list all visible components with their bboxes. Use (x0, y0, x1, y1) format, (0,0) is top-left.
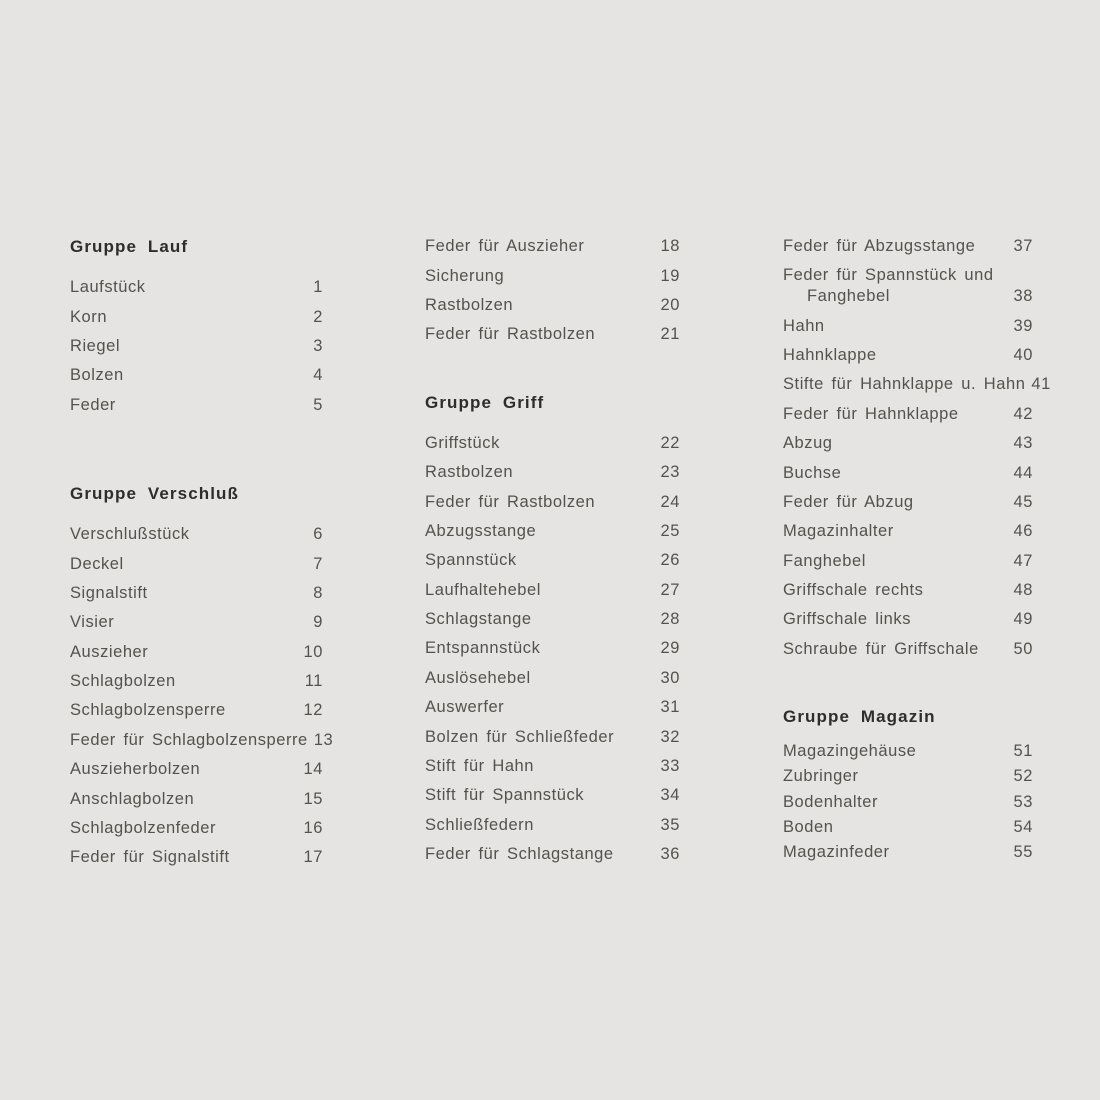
part-number: 25 (660, 521, 680, 540)
part-number: 36 (660, 845, 680, 864)
part-name (783, 265, 994, 307)
part-row (783, 764, 1033, 789)
part-name: Verschlußstück (70, 525, 190, 544)
part-number: 51 (1013, 742, 1033, 761)
part-name: Rastbolzen (425, 295, 514, 314)
part-name: Griffschale rechts (783, 581, 924, 600)
part-row (783, 458, 1033, 487)
part-name: Feder für Schlagstange (425, 845, 614, 864)
part-number: 30 (660, 668, 680, 687)
group-section (425, 232, 680, 350)
part-number: 46 (1013, 522, 1033, 541)
part-row (425, 634, 680, 663)
part-number: 16 (303, 819, 323, 838)
group-heading: Gruppe Magazin (783, 707, 936, 727)
part-number: 6 (313, 525, 323, 544)
part-row (783, 547, 1033, 576)
part-name: Fanghebel (783, 551, 866, 570)
part-row (70, 332, 323, 361)
part-row (425, 781, 680, 810)
part-name: Laufstück (70, 278, 146, 297)
part-name: Auslösehebel (425, 668, 531, 687)
part-name: Stifte für Hahnklappe u. Hahn (783, 375, 1026, 394)
part-number: 49 (1013, 610, 1033, 629)
part-row (425, 261, 680, 290)
part-name: Stift für Spannstück (425, 786, 585, 805)
part-number: 11 (304, 672, 323, 691)
part-name: Feder für Abzug (783, 492, 914, 511)
part-number: 50 (1013, 639, 1033, 658)
part-row (425, 722, 680, 751)
part-number: 44 (1013, 463, 1033, 482)
part-name: Schlagbolzen (70, 672, 176, 691)
part-row (425, 693, 680, 722)
part-number: 32 (660, 727, 680, 746)
part-name: Anschlagbolzen (70, 789, 195, 808)
part-number: 26 (660, 551, 680, 570)
part-row (425, 458, 680, 487)
part-name: Laufhaltehebel (425, 580, 541, 599)
part-name: Visier (70, 613, 115, 632)
part-name: Feder für Rastbolzen (425, 325, 596, 344)
part-name: Feder für Rastbolzen (425, 492, 596, 511)
part-name: Hahnklappe (783, 345, 877, 364)
part-name: Bolzen für Schließfeder (425, 727, 615, 746)
part-number: 35 (660, 815, 680, 834)
part-number: 18 (660, 237, 680, 256)
part-name: Zubringer (783, 767, 859, 786)
group-section (783, 702, 1033, 865)
part-name: Signalstift (70, 583, 148, 602)
part-row (783, 635, 1033, 664)
part-row (70, 361, 323, 390)
parts-column-right (783, 232, 1051, 865)
part-number: 5 (313, 395, 323, 414)
part-row (70, 549, 323, 578)
part-name: Buchse (783, 463, 842, 482)
part-row (783, 576, 1033, 605)
part-name: Schlagstange (425, 610, 532, 629)
part-number: 24 (660, 492, 680, 511)
part-number: 1 (313, 278, 323, 297)
part-number: 22 (660, 433, 680, 452)
part-row (70, 843, 323, 872)
part-row (425, 429, 680, 458)
part-row (783, 429, 1033, 458)
group-section (70, 479, 334, 873)
part-row (70, 520, 323, 549)
part-number: 45 (1013, 492, 1033, 511)
part-row (70, 696, 323, 725)
group-heading: Gruppe Verschluß (70, 483, 240, 503)
part-number: 15 (303, 789, 323, 808)
part-number: 9 (313, 613, 323, 632)
part-name: Abzug (783, 434, 833, 453)
part-row (425, 320, 680, 349)
part-row (425, 752, 680, 781)
part-name: Abzugsstange (425, 521, 537, 540)
part-row (425, 291, 680, 320)
part-number: 28 (660, 610, 680, 629)
parts-column-middle (425, 232, 680, 869)
part-number: 23 (660, 463, 680, 482)
part-number: 55 (1013, 842, 1033, 861)
part-row (70, 726, 334, 755)
part-row (70, 579, 323, 608)
part-name: Entspannstück (425, 639, 541, 658)
part-row (783, 739, 1033, 764)
part-row (70, 391, 323, 420)
part-number: 40 (1013, 345, 1033, 364)
part-name: Stift für Hahn (425, 757, 534, 776)
part-name-line2: Fanghebel (807, 287, 890, 306)
part-row (425, 840, 680, 869)
part-name: Feder für Schlagbolzensperre (70, 730, 308, 749)
part-name: Deckel (70, 554, 124, 573)
part-row (783, 789, 1033, 814)
part-row (425, 487, 680, 516)
parts-column-left (70, 232, 334, 873)
part-name: Schraube für Griffschale (783, 639, 979, 658)
part-number: 42 (1013, 404, 1033, 423)
part-number: 39 (1013, 316, 1033, 335)
part-name: Feder für Abzugsstange (783, 237, 976, 256)
part-name: Bodenhalter (783, 792, 879, 811)
part-row (425, 811, 680, 840)
part-name: Feder für Auszieher (425, 237, 585, 256)
part-row (783, 232, 1033, 261)
part-row (70, 667, 323, 696)
part-row (783, 341, 1033, 370)
part-number: 3 (313, 336, 323, 355)
part-number: 12 (303, 701, 323, 720)
part-name: Griffstück (425, 433, 500, 452)
part-name: Feder (70, 395, 116, 414)
part-name: Spannstück (425, 551, 517, 570)
part-number: 54 (1013, 817, 1033, 836)
part-number: 52 (1013, 767, 1033, 786)
part-name-line1: Feder für Spannstück und (783, 266, 994, 285)
part-row (70, 784, 323, 813)
part-name: Schließfedern (425, 815, 534, 834)
part-name: Korn (70, 307, 108, 326)
part-number: 53 (1013, 792, 1033, 811)
part-name: Sicherung (425, 266, 505, 285)
part-number: 21 (660, 325, 680, 344)
part-number: 41 (1031, 375, 1051, 394)
part-number: 4 (313, 366, 323, 385)
group-heading: Gruppe Lauf (70, 237, 189, 256)
part-row (70, 638, 323, 667)
part-name: Auszieherbolzen (70, 760, 201, 779)
part-row (70, 302, 323, 331)
part-name: Griffschale links (783, 610, 912, 629)
part-number: 48 (1013, 581, 1033, 600)
part-name: Rastbolzen (425, 463, 514, 482)
part-row (425, 605, 680, 634)
part-number: 34 (660, 786, 680, 805)
part-row (70, 273, 323, 302)
part-number: 7 (313, 554, 323, 573)
part-row (783, 815, 1033, 840)
part-name: Auswerfer (425, 698, 505, 717)
part-row (783, 488, 1033, 517)
part-name: Riegel (70, 336, 121, 355)
part-row (425, 576, 680, 605)
part-number: 2 (313, 307, 323, 326)
part-number: 31 (660, 698, 680, 717)
part-name: Schlagbolzensperre (70, 701, 226, 720)
part-number: 14 (303, 760, 323, 779)
part-row (783, 840, 1033, 865)
part-row (783, 261, 1033, 311)
part-name: Feder für Hahnklappe (783, 404, 959, 423)
part-number: 43 (1013, 434, 1033, 453)
part-name: Schlagbolzenfeder (70, 819, 217, 838)
group-section (783, 232, 1051, 664)
part-row (783, 400, 1033, 429)
part-row (783, 370, 1051, 399)
part-number: 13 (313, 730, 334, 749)
part-number: 33 (660, 757, 680, 776)
part-name: Hahn (783, 316, 825, 335)
part-row (425, 546, 680, 575)
part-name: Boden (783, 817, 834, 836)
part-number: 27 (660, 580, 680, 599)
part-row (425, 664, 680, 693)
part-name: Feder für Signalstift (70, 848, 230, 867)
part-number: 17 (303, 848, 323, 867)
part-row (425, 232, 680, 261)
part-row (70, 814, 323, 843)
part-name: Auszieher (70, 642, 149, 661)
part-number: 10 (303, 642, 323, 661)
part-number: 37 (1013, 237, 1033, 256)
group-section (70, 232, 323, 420)
part-row (783, 517, 1033, 546)
part-row (425, 517, 680, 546)
part-row (783, 605, 1033, 634)
part-number: 19 (660, 266, 680, 285)
part-name: Bolzen (70, 366, 124, 385)
group-heading: Gruppe Griff (425, 392, 545, 412)
part-row (70, 608, 323, 637)
part-name: Magazinfeder (783, 842, 890, 861)
part-number: 29 (660, 639, 680, 658)
group-section (425, 388, 680, 870)
part-row (70, 755, 323, 784)
part-name: Magazinhalter (783, 522, 894, 541)
part-row (783, 311, 1033, 340)
part-name: Magazingehäuse (783, 742, 917, 761)
part-number: 20 (660, 295, 680, 314)
part-number: 8 (313, 583, 323, 602)
part-number: 47 (1013, 551, 1033, 570)
part-number: 38 (1013, 287, 1033, 306)
